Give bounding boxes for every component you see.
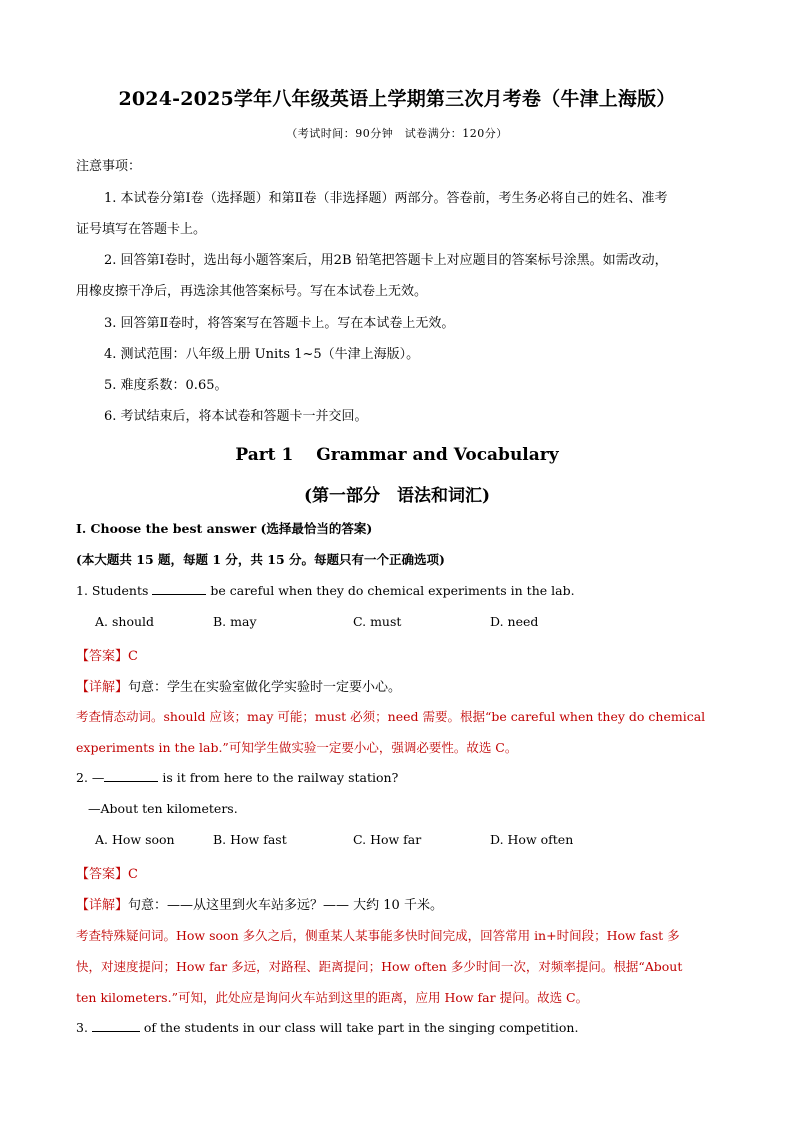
option-c: C. must — [353, 614, 402, 629]
option-b: B. may — [213, 614, 257, 629]
detail-line — [76, 894, 443, 913]
detail-label: 【详解】 — [76, 680, 129, 695]
part-subtitle: (第一部分 语法和词汇) — [303, 486, 491, 506]
question-2 — [76, 769, 398, 785]
detail-translation: 句意：——从这里到火车站多远？—— 大约 10 千米。 — [128, 898, 443, 913]
explanation-line: experiments in the lab.”可知学生做实验一定要小心，强调必要性。故选 C。 — [76, 740, 518, 755]
detail-label: 【详解】 — [76, 898, 129, 913]
answer-label: 【答案】 — [76, 649, 129, 664]
question-3 — [76, 1019, 578, 1035]
note-line: 5. 难度系数：0.65。 — [104, 378, 228, 393]
option-a: A. How soon — [95, 832, 175, 847]
explanation-line: ten kilometers.”可知，此处应是询问火车站到这里的距离，应用 How far 提问。故选 C。 — [76, 990, 589, 1005]
option-b: B. How fast — [213, 832, 287, 847]
explanation-line: 考查特殊疑问词。How soon 多久之后，侧重某人某事能多快时间完成，回答常用 in+时间段；How fast 多 — [76, 928, 680, 943]
question-text: be careful when they do chemical experiments in the lab. — [206, 583, 575, 598]
notes-heading: 注意事项： — [76, 159, 142, 174]
answer-blank — [92, 1019, 140, 1032]
question-text: 3. — [76, 1020, 92, 1035]
answer-blank — [104, 769, 158, 782]
note-line: 用橡皮擦干净后，再选涂其他答案标号。写在本试卷上无效。 — [76, 284, 428, 299]
question-text: is it from here to the railway station? — [158, 770, 399, 785]
note-line: 6. 考试结束后，将本试卷和答题卡一并交回。 — [104, 409, 368, 424]
question-text: 1. Students — [76, 583, 153, 598]
answer-value: C — [128, 649, 138, 664]
note-line: 4. 测试范围：八年级上册 Units 1~5（牛津上海版）。 — [104, 347, 420, 362]
page-title: 2024-2025学年八年级英语上学期第三次月考卷（牛津上海版） — [118, 88, 676, 110]
detail-line — [76, 676, 401, 695]
question-text: 2. — — [76, 770, 105, 785]
answer-line — [76, 863, 138, 882]
answer-value: C — [128, 867, 138, 882]
question-2-response: —About ten kilometers. — [88, 801, 238, 816]
answer-blank — [152, 582, 206, 595]
detail-translation: 句意：学生在实验室做化学实验时一定要小心。 — [128, 680, 402, 695]
explanation-line: 快，对速度提问；How far 多远，对路程、距离提问；How often 多少时间一次，对频率提问。根据“About — [76, 959, 683, 974]
answer-line — [76, 645, 138, 664]
note-line: 1. 本试卷分第Ⅰ卷（选择题）和第Ⅱ卷（非选择题）两部分。答卷前，考生务必将自己的姓名、准考 — [104, 191, 668, 206]
exam-info: （考试时间：90分钟 试卷满分：120分） — [286, 127, 508, 140]
option-d: D. need — [490, 614, 539, 629]
answer-label: 【答案】 — [76, 867, 129, 882]
option-a: A. should — [95, 614, 155, 629]
section-instructions: (本大题共 15 题，每题 1 分，共 15 分。每题只有一个正确选项) — [76, 552, 445, 567]
question-text: of the students in our class will take part in the singing competition. — [139, 1020, 579, 1035]
question-1 — [76, 582, 575, 598]
section-title: I. Choose the best answer (选择最恰当的答案) — [76, 521, 373, 536]
note-line: 证号填写在答题卡上。 — [76, 222, 207, 237]
explanation-line: 考查情态动词。should 应该；may 可能；must 必须；need 需要。根据“be careful when they do chemical — [76, 709, 706, 724]
option-d: D. How often — [490, 832, 574, 847]
note-line: 2. 回答第Ⅰ卷时，选出每小题答案后，用2B 铅笔把答题卡上对应题目的答案标号涂黑。如需改动， — [104, 253, 668, 268]
note-line: 3. 回答第Ⅱ卷时，将答案写在答题卡上。写在本试卷上无效。 — [104, 316, 455, 331]
part-title: Part 1 Grammar and Vocabulary — [235, 445, 559, 465]
option-c: C. How far — [353, 832, 422, 847]
